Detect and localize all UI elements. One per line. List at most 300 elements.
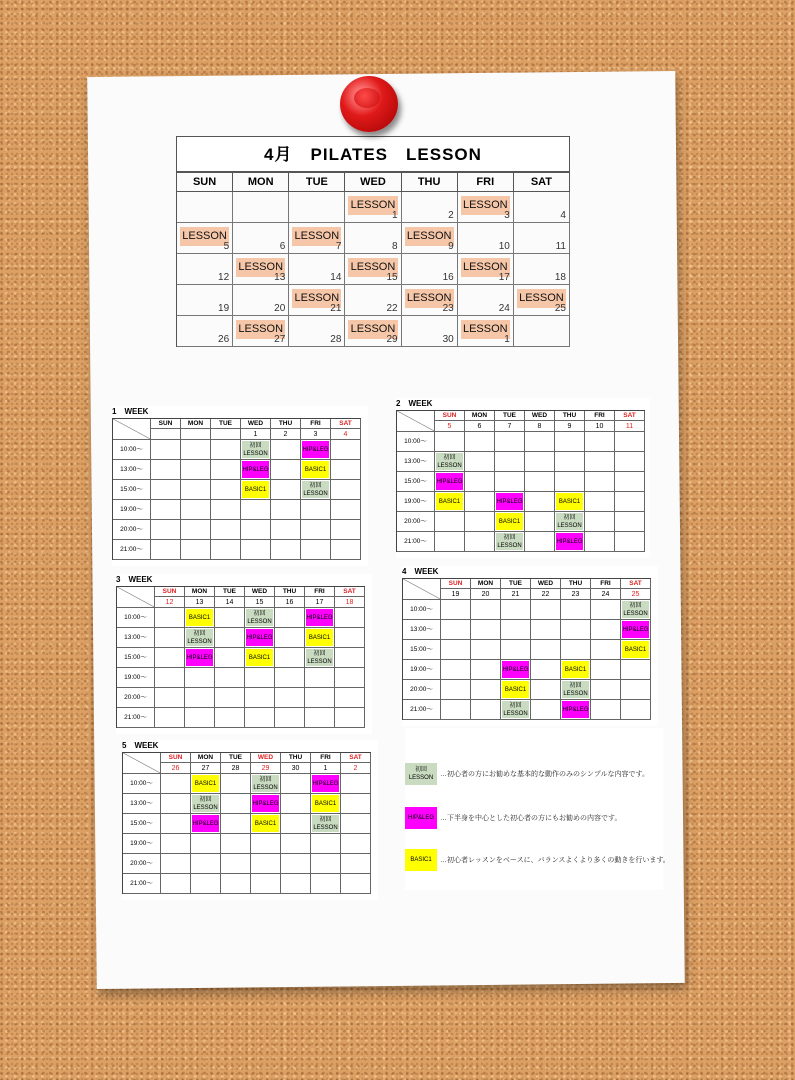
week-date: 6 bbox=[465, 421, 495, 432]
schedule-cell bbox=[275, 708, 305, 728]
week-date: 25 bbox=[621, 589, 651, 600]
calendar-day-cell bbox=[177, 223, 233, 254]
schedule-cell bbox=[151, 440, 181, 460]
calendar-date: 16 bbox=[442, 272, 454, 283]
class-slot: BASIC1 bbox=[302, 461, 329, 478]
calendar-date: 1 bbox=[504, 334, 510, 345]
week-day-header: SAT bbox=[615, 411, 645, 421]
legend-swatch: 初回 LESSON bbox=[405, 763, 437, 785]
calendar-day-cell bbox=[514, 254, 570, 285]
schedule-cell bbox=[501, 680, 531, 700]
schedule-cell bbox=[301, 540, 331, 560]
time-label: 20:00～ bbox=[117, 688, 155, 708]
schedule-cell bbox=[495, 472, 525, 492]
calendar-day-cell bbox=[402, 285, 458, 316]
week-schedule-5 bbox=[122, 740, 378, 900]
week-day-header: FRI bbox=[585, 411, 615, 421]
schedule-cell bbox=[155, 608, 185, 628]
schedule-cell bbox=[335, 668, 365, 688]
calendar-day-header: SUN bbox=[177, 173, 233, 192]
schedule-cell bbox=[615, 492, 645, 512]
calendar-date: 7 bbox=[335, 241, 342, 252]
class-slot: BASIC1 bbox=[436, 493, 463, 510]
calendar-day-cell bbox=[233, 223, 289, 254]
time-label: 21:00～ bbox=[117, 708, 155, 728]
legend-swatch: HIP&LEG bbox=[405, 807, 437, 829]
schedule-cell bbox=[211, 520, 241, 540]
calendar-title: 4月 PILATES LESSON bbox=[176, 136, 570, 172]
class-slot: BASIC1 bbox=[496, 513, 523, 530]
schedule-cell bbox=[251, 834, 281, 854]
week-day-header: SUN bbox=[441, 579, 471, 589]
schedule-cell bbox=[275, 608, 305, 628]
schedule-cell bbox=[271, 540, 301, 560]
schedule-cell bbox=[341, 874, 371, 894]
schedule-cell bbox=[495, 492, 525, 512]
class-slot: HIP&LEG bbox=[302, 441, 329, 458]
schedule-cell bbox=[181, 520, 211, 540]
legend-description: …初心者の方にお勧めな基本的な動作のみのシンプルな内容です。 bbox=[440, 771, 649, 778]
class-slot: 初回 LESSON bbox=[243, 442, 268, 457]
calendar-day-cell bbox=[289, 254, 345, 285]
schedule-cell bbox=[621, 640, 651, 660]
schedule-cell bbox=[305, 608, 335, 628]
schedule-cell bbox=[245, 648, 275, 668]
schedule-cell bbox=[495, 532, 525, 552]
schedule-cell bbox=[561, 700, 591, 720]
schedule-cell bbox=[161, 794, 191, 814]
schedule-cell bbox=[441, 700, 471, 720]
week-day-header: MON bbox=[471, 579, 501, 589]
schedule-cell bbox=[331, 460, 361, 480]
calendar-day-cell bbox=[514, 285, 570, 316]
week-day-header: SUN bbox=[151, 419, 181, 429]
week-date: 26 bbox=[161, 763, 191, 774]
legend-description: …下半身を中心とした初心者の方にもお勧めの内容です。 bbox=[440, 815, 622, 822]
schedule-cell bbox=[305, 688, 335, 708]
schedule-cell bbox=[155, 668, 185, 688]
lesson-marker: LESSON bbox=[292, 227, 341, 246]
class-slot: HIP&LEG bbox=[562, 701, 589, 718]
week-day-header: MON bbox=[465, 411, 495, 421]
schedule-cell bbox=[301, 460, 331, 480]
schedule-cell bbox=[181, 440, 211, 460]
calendar-day-header: MON bbox=[233, 173, 289, 192]
lesson-marker: LESSON bbox=[348, 258, 397, 277]
schedule-cell bbox=[185, 668, 215, 688]
time-label: 20:00～ bbox=[397, 512, 435, 532]
week-day-header: WED bbox=[245, 587, 275, 597]
schedule-cell bbox=[435, 432, 465, 452]
class-slot: BASIC1 bbox=[242, 481, 269, 498]
time-label: 20:00～ bbox=[123, 854, 161, 874]
schedule-cell bbox=[531, 660, 561, 680]
time-label: 19:00～ bbox=[113, 500, 151, 520]
calendar-day-cell bbox=[458, 192, 514, 223]
schedule-cell bbox=[465, 432, 495, 452]
schedule-cell bbox=[241, 520, 271, 540]
lesson-marker: LESSON bbox=[292, 289, 341, 308]
schedule-cell bbox=[335, 688, 365, 708]
week-title: 3 WEEK bbox=[116, 575, 153, 584]
schedule-cell bbox=[585, 492, 615, 512]
class-slot: 初回 LESSON bbox=[307, 650, 332, 665]
week-date: 8 bbox=[525, 421, 555, 432]
class-slot: 初回 LESSON bbox=[563, 682, 588, 697]
schedule-cell bbox=[525, 432, 555, 452]
schedule-cell bbox=[615, 472, 645, 492]
week-day-header: TUE bbox=[215, 587, 245, 597]
schedule-cell bbox=[341, 814, 371, 834]
schedule-cell bbox=[305, 708, 335, 728]
week-day-header: WED bbox=[525, 411, 555, 421]
schedule-cell bbox=[591, 600, 621, 620]
class-slot: 初回 LESSON bbox=[247, 610, 272, 625]
schedule-cell bbox=[591, 700, 621, 720]
class-slot: BASIC1 bbox=[502, 681, 529, 698]
schedule-cell bbox=[221, 874, 251, 894]
schedule-cell bbox=[331, 500, 361, 520]
schedule-cell bbox=[191, 874, 221, 894]
week-date: 27 bbox=[191, 763, 221, 774]
schedule-cell bbox=[185, 608, 215, 628]
schedule-cell bbox=[301, 480, 331, 500]
schedule-cell bbox=[615, 452, 645, 472]
week-day-header: SUN bbox=[161, 753, 191, 763]
calendar-date: 22 bbox=[386, 303, 398, 314]
time-label: 13:00～ bbox=[403, 620, 441, 640]
schedule-cell bbox=[621, 700, 651, 720]
push-pin-icon bbox=[340, 76, 398, 132]
calendar-day-cell bbox=[289, 192, 345, 223]
week-day-header: TUE bbox=[221, 753, 251, 763]
week-day-header: THU bbox=[281, 753, 311, 763]
week-schedule-2 bbox=[396, 398, 650, 558]
calendar-day-cell bbox=[402, 254, 458, 285]
schedule-cell bbox=[241, 540, 271, 560]
week-schedule-3 bbox=[116, 574, 372, 734]
schedule-cell bbox=[305, 668, 335, 688]
schedule-cell bbox=[561, 640, 591, 660]
schedule-cell bbox=[335, 648, 365, 668]
lesson-marker: LESSON bbox=[236, 320, 285, 339]
week-day-header: THU bbox=[275, 587, 305, 597]
schedule-cell bbox=[311, 834, 341, 854]
lesson-marker: LESSON bbox=[348, 196, 397, 215]
schedule-cell bbox=[435, 472, 465, 492]
class-slot: 初回 LESSON bbox=[253, 776, 278, 791]
class-slot: BASIC1 bbox=[252, 815, 279, 832]
schedule-cell bbox=[245, 708, 275, 728]
calendar-date: 5 bbox=[223, 241, 230, 252]
class-slot: HIP&LEG bbox=[312, 775, 339, 792]
week-date: 16 bbox=[275, 597, 305, 608]
week-day-header: SUN bbox=[155, 587, 185, 597]
class-slot: BASIC1 bbox=[306, 629, 333, 646]
week-day-header: SAT bbox=[331, 419, 361, 429]
week-date: 1 bbox=[311, 763, 341, 774]
monthly-calendar bbox=[176, 172, 570, 347]
lesson-marker: LESSON bbox=[180, 227, 229, 246]
schedule-cell bbox=[271, 480, 301, 500]
calendar-day-cell bbox=[345, 316, 401, 347]
time-label: 20:00～ bbox=[403, 680, 441, 700]
week-title: 5 WEEK bbox=[122, 741, 159, 750]
class-slot: BASIC1 bbox=[622, 641, 649, 658]
time-label: 15:00～ bbox=[397, 472, 435, 492]
calendar-date: 17 bbox=[498, 272, 510, 283]
schedule-cell bbox=[155, 688, 185, 708]
week-date: 20 bbox=[471, 589, 501, 600]
week-day-header: THU bbox=[271, 419, 301, 429]
week-date: 19 bbox=[441, 589, 471, 600]
time-label: 15:00～ bbox=[403, 640, 441, 660]
schedule-cell bbox=[311, 854, 341, 874]
lesson-marker: LESSON bbox=[405, 289, 454, 308]
calendar-day-header: SAT bbox=[514, 173, 570, 192]
schedule-cell bbox=[585, 512, 615, 532]
schedule-cell bbox=[241, 480, 271, 500]
schedule-cell bbox=[501, 640, 531, 660]
schedule-cell bbox=[211, 460, 241, 480]
week-day-header: MON bbox=[185, 587, 215, 597]
legend-item bbox=[405, 848, 670, 872]
calendar-day-header: TUE bbox=[289, 173, 345, 192]
week-day-header: WED bbox=[531, 579, 561, 589]
schedule-cell bbox=[245, 628, 275, 648]
schedule-cell bbox=[621, 600, 651, 620]
calendar-date: 30 bbox=[442, 334, 454, 345]
schedule-cell bbox=[155, 708, 185, 728]
schedule-cell bbox=[301, 520, 331, 540]
time-label: 20:00～ bbox=[113, 520, 151, 540]
class-slot: BASIC1 bbox=[562, 661, 589, 678]
schedule-cell bbox=[525, 532, 555, 552]
schedule-cell bbox=[471, 700, 501, 720]
week-day-header: MON bbox=[181, 419, 211, 429]
schedule-cell bbox=[555, 512, 585, 532]
time-label: 15:00～ bbox=[123, 814, 161, 834]
week-day-header: FRI bbox=[311, 753, 341, 763]
schedule-cell bbox=[251, 814, 281, 834]
time-label: 15:00～ bbox=[117, 648, 155, 668]
schedule-cell bbox=[251, 794, 281, 814]
time-label: 10:00～ bbox=[403, 600, 441, 620]
calendar-day-cell bbox=[345, 254, 401, 285]
schedule-cell bbox=[561, 680, 591, 700]
schedule-cell bbox=[191, 854, 221, 874]
class-slot: HIP&LEG bbox=[436, 473, 463, 490]
schedule-cell bbox=[331, 440, 361, 460]
class-slot: HIP&LEG bbox=[192, 815, 219, 832]
schedule-cell bbox=[471, 620, 501, 640]
lesson-marker: LESSON bbox=[461, 258, 510, 277]
week-day-header: MON bbox=[191, 753, 221, 763]
class-slot: 初回 LESSON bbox=[503, 702, 528, 717]
class-slot: 初回 LESSON bbox=[497, 534, 522, 549]
schedule-cell bbox=[561, 660, 591, 680]
calendar-day-cell bbox=[289, 285, 345, 316]
schedule-cell bbox=[221, 774, 251, 794]
week-day-header: FRI bbox=[305, 587, 335, 597]
schedule-cell bbox=[271, 440, 301, 460]
schedule-cell bbox=[495, 452, 525, 472]
calendar-date: 15 bbox=[386, 272, 398, 283]
schedule-cell bbox=[585, 532, 615, 552]
schedule-cell bbox=[275, 648, 305, 668]
schedule-cell bbox=[221, 854, 251, 874]
class-slot: BASIC1 bbox=[186, 609, 213, 626]
class-slot: HIP&LEG bbox=[502, 661, 529, 678]
schedule-cell bbox=[621, 680, 651, 700]
schedule-cell bbox=[441, 620, 471, 640]
legend-item bbox=[405, 806, 621, 830]
calendar-date: 19 bbox=[218, 303, 230, 314]
calendar-date: 14 bbox=[330, 272, 342, 283]
schedule-cell bbox=[245, 688, 275, 708]
schedule-cell bbox=[495, 432, 525, 452]
week-date: 22 bbox=[531, 589, 561, 600]
schedule-cell bbox=[281, 874, 311, 894]
week-date: 21 bbox=[501, 589, 531, 600]
schedule-cell bbox=[335, 608, 365, 628]
schedule-cell bbox=[271, 520, 301, 540]
time-label: 13:00～ bbox=[117, 628, 155, 648]
week-date: 3 bbox=[301, 429, 331, 440]
calendar-date: 9 bbox=[448, 241, 454, 252]
schedule-cell bbox=[555, 432, 585, 452]
calendar-date: 28 bbox=[330, 334, 342, 345]
schedule-cell bbox=[221, 834, 251, 854]
week-date: 12 bbox=[155, 597, 185, 608]
schedule-cell bbox=[275, 688, 305, 708]
week-day-header: TUE bbox=[495, 411, 525, 421]
schedule-cell bbox=[501, 620, 531, 640]
class-slot: HIP&LEG bbox=[622, 621, 649, 638]
week-date: 13 bbox=[185, 597, 215, 608]
schedule-cell bbox=[241, 460, 271, 480]
schedule-cell bbox=[245, 668, 275, 688]
schedule-cell bbox=[185, 708, 215, 728]
schedule-cell bbox=[435, 512, 465, 532]
week-title: 2 WEEK bbox=[396, 399, 433, 408]
schedule-cell bbox=[585, 452, 615, 472]
calendar-day-cell bbox=[289, 316, 345, 347]
schedule-cell bbox=[151, 540, 181, 560]
class-slot: HIP&LEG bbox=[246, 629, 273, 646]
time-label: 10:00～ bbox=[117, 608, 155, 628]
class-slot: 初回 LESSON bbox=[437, 454, 462, 469]
class-slot: 初回 LESSON bbox=[193, 796, 218, 811]
calendar-date: 12 bbox=[218, 272, 230, 283]
calendar-date: 13 bbox=[274, 272, 286, 283]
calendar-day-cell bbox=[345, 192, 401, 223]
schedule-cell bbox=[185, 648, 215, 668]
schedule-cell bbox=[215, 608, 245, 628]
schedule-cell bbox=[191, 794, 221, 814]
schedule-cell bbox=[215, 688, 245, 708]
schedule-cell bbox=[215, 668, 245, 688]
schedule-cell bbox=[531, 680, 561, 700]
calendar-date: 6 bbox=[279, 241, 286, 252]
calendar-day-cell bbox=[177, 254, 233, 285]
time-label: 21:00～ bbox=[113, 540, 151, 560]
calendar-date: 18 bbox=[554, 272, 566, 283]
week-schedule-4 bbox=[402, 566, 658, 726]
schedule-cell bbox=[555, 532, 585, 552]
schedule-cell bbox=[465, 472, 495, 492]
calendar-day-cell bbox=[458, 316, 514, 347]
schedule-cell bbox=[151, 520, 181, 540]
time-label: 19:00～ bbox=[397, 492, 435, 512]
legend bbox=[405, 728, 670, 890]
schedule-cell bbox=[615, 512, 645, 532]
schedule-cell bbox=[531, 640, 561, 660]
schedule-cell bbox=[441, 660, 471, 680]
schedule-cell bbox=[331, 520, 361, 540]
schedule-cell bbox=[301, 440, 331, 460]
schedule-cell bbox=[311, 874, 341, 894]
calendar-day-cell bbox=[233, 254, 289, 285]
time-label: 13:00～ bbox=[113, 460, 151, 480]
calendar-date: 2 bbox=[448, 210, 454, 221]
week-date: 29 bbox=[251, 763, 281, 774]
class-slot: HIP&LEG bbox=[496, 493, 523, 510]
schedule-cell bbox=[441, 640, 471, 660]
schedule-cell bbox=[621, 620, 651, 640]
schedule-cell bbox=[471, 680, 501, 700]
calendar-day-cell bbox=[458, 285, 514, 316]
week-date: 4 bbox=[331, 429, 361, 440]
schedule-cell bbox=[211, 500, 241, 520]
class-slot: 初回 LESSON bbox=[623, 602, 648, 617]
schedule-cell bbox=[281, 814, 311, 834]
schedule-cell bbox=[281, 834, 311, 854]
week-date: 17 bbox=[305, 597, 335, 608]
week-date bbox=[151, 429, 181, 440]
schedule-cell bbox=[181, 480, 211, 500]
calendar-day-cell bbox=[458, 254, 514, 285]
calendar-date: 21 bbox=[330, 303, 342, 314]
schedule-cell bbox=[191, 814, 221, 834]
schedule-cell bbox=[555, 472, 585, 492]
week-date bbox=[181, 429, 211, 440]
class-slot: HIP&LEG bbox=[252, 795, 279, 812]
schedule-cell bbox=[305, 648, 335, 668]
week-day-header: FRI bbox=[591, 579, 621, 589]
schedule-cell bbox=[301, 500, 331, 520]
schedule-cell bbox=[465, 452, 495, 472]
week-day-header: THU bbox=[561, 579, 591, 589]
time-label: 19:00～ bbox=[403, 660, 441, 680]
class-slot: HIP&LEG bbox=[306, 609, 333, 626]
schedule-cell bbox=[471, 660, 501, 680]
schedule-cell bbox=[435, 532, 465, 552]
class-slot: BASIC1 bbox=[312, 795, 339, 812]
schedule-cell bbox=[305, 628, 335, 648]
schedule-cell bbox=[275, 668, 305, 688]
corner-cell bbox=[123, 753, 161, 774]
schedule-cell bbox=[275, 628, 305, 648]
week-date: 2 bbox=[271, 429, 301, 440]
calendar-date: 27 bbox=[274, 334, 286, 345]
class-slot: BASIC1 bbox=[246, 649, 273, 666]
calendar-day-cell bbox=[233, 285, 289, 316]
schedule-cell bbox=[591, 660, 621, 680]
calendar-date: 20 bbox=[274, 303, 286, 314]
calendar-day-cell bbox=[458, 223, 514, 254]
week-title: 4 WEEK bbox=[402, 567, 439, 576]
